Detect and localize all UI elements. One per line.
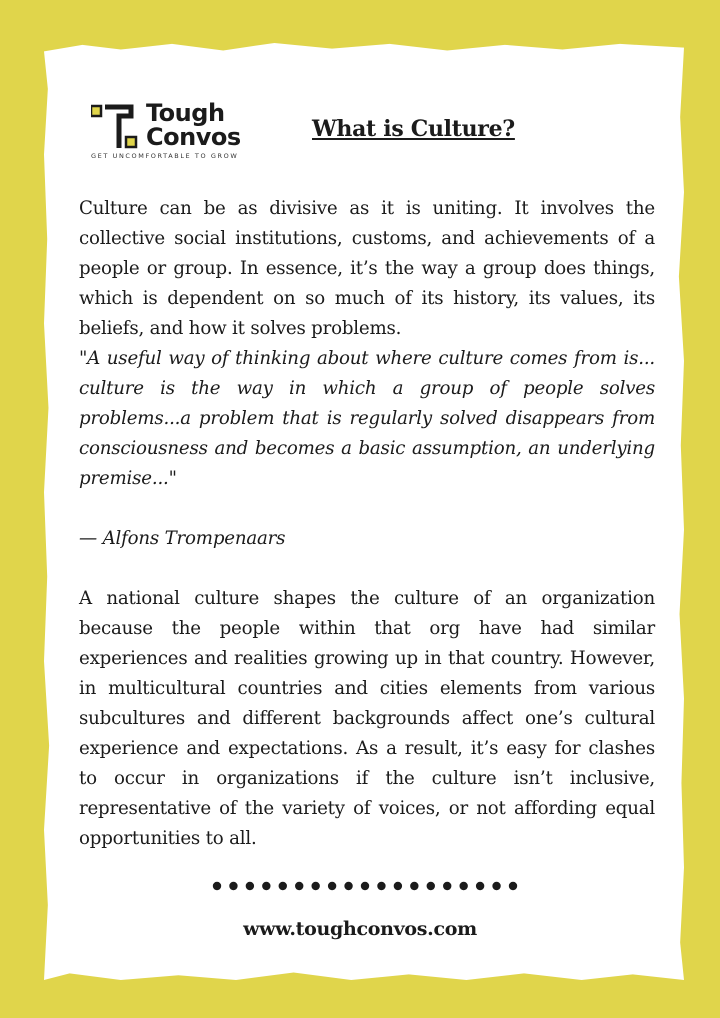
divider-dot <box>459 882 467 890</box>
divider-dot <box>394 882 402 890</box>
quote-text: "A useful way of thinking about where culture comes from is... culture is the way in which a group of people solves problems...a problem that is regularly solved disappears from consciousness and becomes a basic assumption, an underlying premise..." <box>79 348 655 489</box>
spacer <box>79 494 655 524</box>
article-body <box>79 194 655 854</box>
tough-convos-logo <box>88 100 263 162</box>
dot-divider <box>212 878 518 894</box>
logo-word-convos: Convos <box>146 123 241 151</box>
divider-dot <box>344 882 352 890</box>
divider-dot <box>279 882 287 890</box>
website-url[interactable]: www.toughconvos.com <box>243 918 477 940</box>
divider-dot <box>295 882 303 890</box>
logo-mark-icon <box>91 104 139 150</box>
quote-attribution: — Alfons Trompenaars <box>79 528 286 549</box>
divider-dot <box>311 882 319 890</box>
divider-dot <box>410 882 418 890</box>
logo-tagline: GET UNCOMFORTABLE TO GROW <box>91 152 239 160</box>
logo-word-tough: Tough <box>146 99 225 127</box>
divider-dot <box>328 882 336 890</box>
intro-paragraph: Culture can be as divisive as it is uniting. It involves the collective social institutions, customs, and achievements of a people or group. In essence, it’s the way a group does things, which is dependent on so much of its history, its values, its beliefs, and how it solves problems. <box>79 198 655 339</box>
divider-dot <box>443 882 451 890</box>
spacer <box>79 554 655 584</box>
divider-dot <box>492 882 500 890</box>
page-title: What is Culture? <box>312 116 515 142</box>
divider-dot <box>476 882 484 890</box>
body-paragraph: A national culture shapes the culture of an organization because the people within that org have had similar experiences and realities growing up in that country. However, in multicultural countries and cities elements from various subcultures and different backgrounds affect one’s cultural experience and expectations. As a result, it’s easy for clashes to occur in organizations if the culture isn’t inclusive, representative of the variety of voices, or not affording equal opportunities to all. <box>79 588 655 849</box>
divider-dot <box>262 882 270 890</box>
divider-dot <box>246 882 254 890</box>
divider-dot <box>377 882 385 890</box>
divider-dot <box>213 882 221 890</box>
divider-dot <box>427 882 435 890</box>
divider-dot <box>361 882 369 890</box>
divider-dot <box>509 882 517 890</box>
divider-dot <box>229 882 237 890</box>
